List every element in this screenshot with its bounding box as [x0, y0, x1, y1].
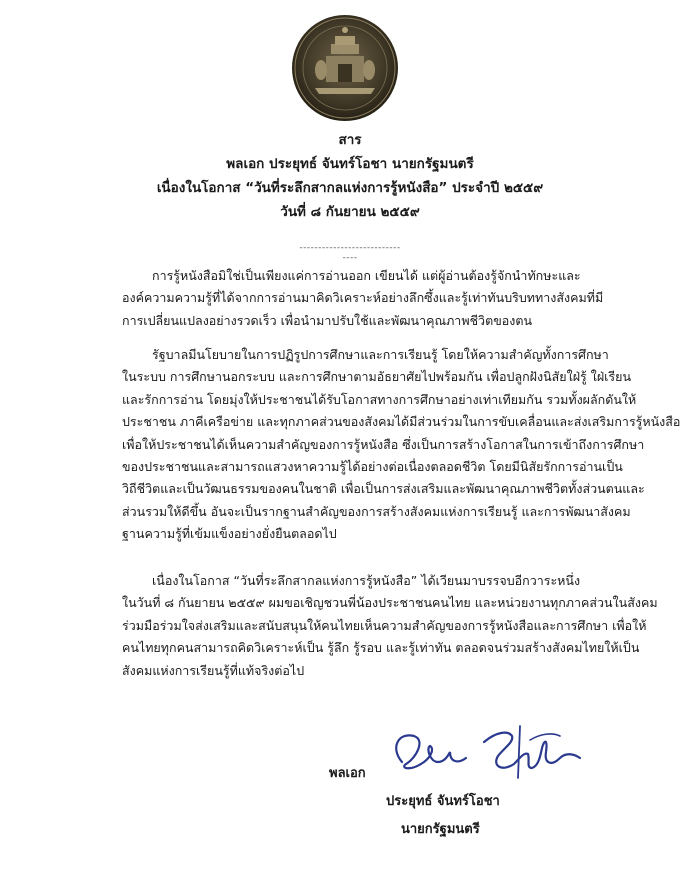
- paragraph-line: ในระบบ การศึกษานอกระบบ และการศึกษาตามอัธยาศัยไปพร้อมกัน เพื่อปลูกฝังนิสัยใฝ่รู้ ใฝ่เรียน: [122, 369, 631, 385]
- handwritten-signature: [380, 718, 590, 788]
- paragraph-line: ส่วนรวมให้ดีขึ้น อันจะเป็นรากฐานสำคัญของการสร้างสังคมแห่งการเรียนรู้ และการพัฒนาสังคม: [122, 503, 631, 519]
- paragraph-line: เพื่อให้ประชาชนได้เห็นความสำคัญของการรู้หนังสือ ซึ่งเป็นการสร้างโอกาสในการเข้าถึงการศึกษา: [122, 436, 645, 452]
- paragraph-line: สังคมแห่งการเรียนรู้ที่แท้จริงต่อไป: [122, 662, 305, 678]
- occasion-line: เนื่องในโอกาส “วันที่ระลึกสากลแห่งการรู้หนังสือ” ประจำปี ๒๕๕๙: [156, 180, 544, 196]
- paragraph-line: ของประชาชนและสามารถแสวงหาความรู้ได้อย่างต่อเนื่องตลอดชีวิต โดยมีนิสัยรักการอ่านเป็น: [122, 459, 623, 475]
- paragraph-line: เนื่องในโอกาส “วันที่ระลึกสากลแห่งการรู้หนังสือ” ได้เวียนมาบรรจบอีกวาระหนึ่ง: [152, 573, 581, 588]
- paragraph-3: [122, 570, 658, 682]
- paragraph-line: รัฐบาลมีนโยบายในการปฏิรูปการศึกษาและการเรียนรู้ โดยให้ความสำคัญทั้งการศึกษา: [152, 347, 609, 362]
- government-seal-icon: [291, 14, 399, 122]
- letter-title: สาร: [338, 132, 362, 148]
- paragraph-1: [122, 265, 647, 332]
- paragraph-line: ในวันที่ ๘ กันยายน ๒๕๕๙ ผมขอเชิญชวนพี่น้องประชาชนคนไทย และหน่วยงานทุกภาคส่วนในสังคม: [122, 595, 658, 611]
- author-line: พลเอก ประยุทธ์ จันทร์โอชา นายกรัฐมนตรี: [226, 156, 474, 172]
- paragraph-2: [122, 344, 681, 546]
- paragraph-line: และรักการอ่าน โดยมุ่งให้ประชาชนได้รับโอกาสทางการศึกษาอย่างเท่าเทียมกัน รวมทั้งผลักดันให้: [122, 391, 637, 407]
- header-divider: -------------------------------: [299, 243, 401, 263]
- signatory-title: นายกรัฐมนตรี: [401, 822, 480, 837]
- paragraph-line: ฐานความรู้ที่เข้มแข็งอย่างยั่งยืนตลอดไป: [122, 526, 337, 542]
- date-line: วันที่ ๘ กันยายน ๒๕๕๙: [280, 204, 420, 220]
- letter-header: [0, 128, 700, 224]
- paragraph-line: การรู้หนังสือมิใช่เป็นเพียงแค่การอ่านออก เขียนได้ แต่ผู้อ่านต้องรู้จักนำทักษะและ: [152, 268, 581, 283]
- signatory-name: ประยุทธ์ จันทร์โอชา: [386, 794, 500, 809]
- paragraph-line: ร่วมมือร่วมใจส่งเสริมและสนับสนุนให้คนไทยเห็นความสำคัญของการรู้หนังสือและการศึกษา เพื่อให้: [122, 617, 647, 633]
- paragraph-line: วิถีชีวิตและเป็นวัฒนธรรมของคนในชาติ เพื่อเป็นการส่งเสริมและพัฒนาคุณภาพชีวิตทั้งส่วนตนและ: [122, 481, 645, 497]
- paragraph-line: ประชาชน ภาคีเครือข่าย และทุกภาคส่วนของสังคมได้มีส่วนร่วมในการขับเคลื่อนและส่งเสริมการรู้หนังสือ: [122, 414, 681, 430]
- paragraph-line: การเปลี่ยนแปลงอย่างรวดเร็ว เพื่อนำมาปรับใช้และพัฒนาคุณภาพชีวิตของตน: [122, 312, 533, 328]
- paragraph-line: คนไทยทุกคนสามารถคิดวิเคราะห์เป็น รู้ลึก รู้รอบ และรู้เท่าทัน ตลอดจนร่วมสร้างสังคมไทยให้เป็น: [122, 640, 640, 656]
- paragraph-line: องค์ความความรู้ที่ได้จากการอ่านมาคิดวิเคราะห์อย่างลึกซึ้งและรู้เท่าทันบริบททางสังคมที่มี: [122, 290, 604, 306]
- signatory-rank: พลเอก: [329, 766, 366, 781]
